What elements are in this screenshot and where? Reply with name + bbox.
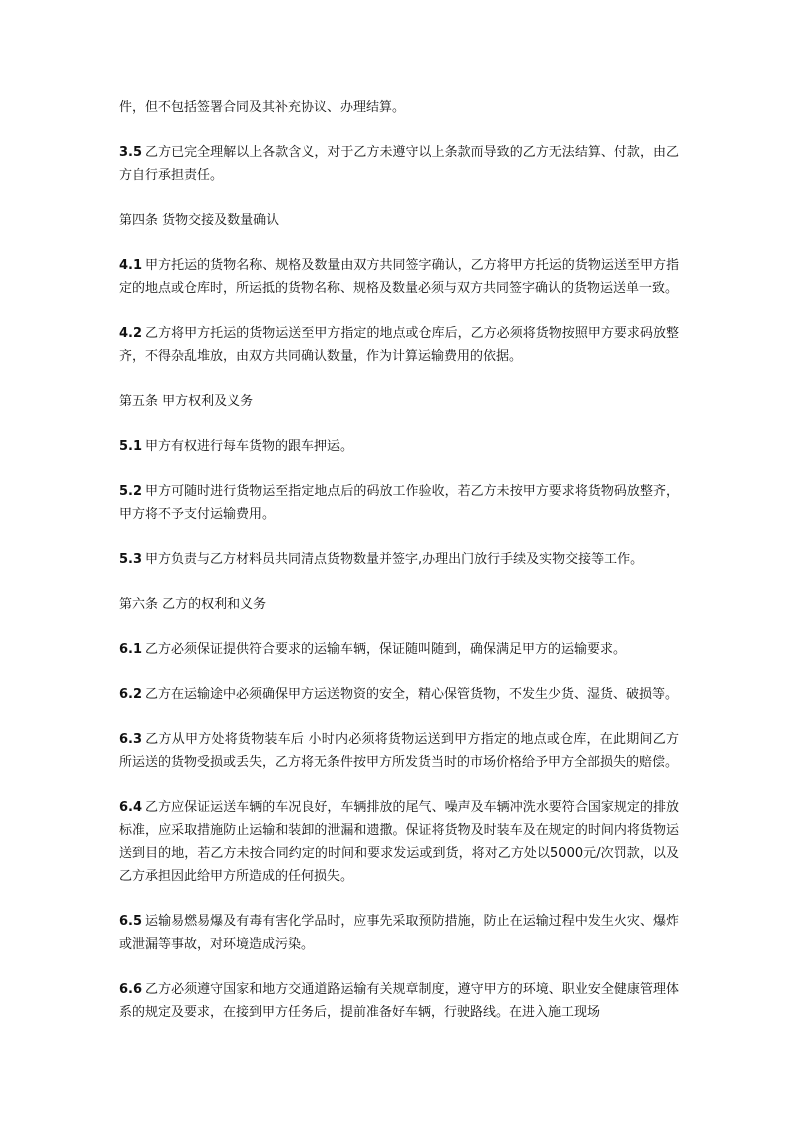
clause-text: 甲方可随时进行货物运至指定地点后的码放工作验收，若乙方未按甲方要求将货物码放整齐，甲方将不予支付运输费用。 xyxy=(119,484,679,522)
clause-text: 乙方必须遵守国家和地方交通道路运输有关规章制度，遵守甲方的环境、职业安全健康管理体系的规定及要求，在接到甲方任务后，提前准备好车辆，行驶路线。在进入施工现场 xyxy=(119,982,679,1020)
clause-number: 6.5 xyxy=(119,914,143,929)
clause-text: 乙方从甲方处将货物装车后 小时内必须将货物运送到甲方指定的地点或仓库，在此期间乙方所运送的货物受损或丢失，乙方将无条件按甲方所发货当时的市场价格给予甲方全部损失的赔偿。 xyxy=(119,732,679,770)
clause-5-1 xyxy=(119,435,679,458)
clause-text: 乙方将甲方托运的货物运送至甲方指定的地点或仓库后，乙方必须将货物按照甲方要求码放整齐，不得杂乱堆放，由双方共同确认数量，作为计算运输费用的依据。 xyxy=(119,326,679,364)
clause-number: 6.6 xyxy=(119,982,143,997)
heading-text: 第六条 乙方的权利和义务 xyxy=(119,597,267,612)
clause-number: 6.1 xyxy=(119,642,143,657)
clause-text: 乙方在运输途中必须确保甲方运送物资的安全，精心保管货物，不发生少货、湿货、破损等。 xyxy=(145,687,679,702)
clause-number: 4.1 xyxy=(119,258,143,273)
clause-5-2 xyxy=(119,480,679,526)
clause-number: 3.5 xyxy=(119,145,143,160)
clause-3-5 xyxy=(119,141,679,187)
clause-number: 5.2 xyxy=(119,484,143,499)
heading-text: 第五条 甲方权利及义务 xyxy=(119,394,254,409)
clause-number: 5.3 xyxy=(119,552,143,567)
clause-text: 乙方应保证运送车辆的车况良好，车辆排放的尾气、噪声及车辆冲洗水要符合国家规定的排放标准，应采取措施防止运输和装卸的泄漏和遗撒。保证将货物及时装车及在规定的时间内将货物运送到目的地，若乙方未按合同约定的时间和要求发运或到货，将对乙方处以5000元/次罚款，以及乙方承担因此给甲方所造成的任何损失。 xyxy=(119,800,679,884)
clause-6-2 xyxy=(119,683,679,706)
clause-6-3 xyxy=(119,728,679,774)
paragraph-text: 件，但不包括签署合同及其补充协议、办理结算。 xyxy=(119,100,406,115)
clause-6-1 xyxy=(119,638,679,661)
document-page xyxy=(119,96,679,1046)
article-6-heading xyxy=(119,593,679,616)
clause-text: 运输易燃易爆及有毒有害化学品时，应事先采取预防措施，防止在运输过程中发生火灾、爆炸或泄漏等事故，对环境造成污染。 xyxy=(119,914,679,952)
clause-number: 6.2 xyxy=(119,687,143,702)
article-5-heading xyxy=(119,390,679,413)
clause-6-6 xyxy=(119,978,679,1024)
clause-4-2 xyxy=(119,322,679,368)
clause-text: 甲方有权进行每车货物的跟车押运。 xyxy=(145,439,354,454)
clause-4-1 xyxy=(119,254,679,300)
clause-number: 6.4 xyxy=(119,800,143,815)
clause-text: 乙方已完全理解以上各款含义，对于乙方未遵守以上条款而导致的乙方无法结算、付款，由乙方自行承担责任。 xyxy=(119,145,679,183)
clause-5-3 xyxy=(119,548,679,571)
heading-text: 第四条 货物交接及数量确认 xyxy=(119,213,280,228)
clause-6-5 xyxy=(119,910,679,956)
clause-text: 甲方托运的货物名称、规格及数量由双方共同签字确认，乙方将甲方托运的货物运送至甲方指定的地点或仓库时，所运抵的货物名称、规格及数量必须与双方共同签字确认的货物运送单一致。 xyxy=(119,258,679,296)
clause-number: 4.2 xyxy=(119,326,143,341)
clause-text: 乙方必须保证提供符合要求的运输车辆，保证随叫随到，确保满足甲方的运输要求。 xyxy=(145,642,627,657)
clause-number: 5.1 xyxy=(119,439,143,454)
paragraph-continuation xyxy=(119,96,679,119)
article-4-heading xyxy=(119,209,679,232)
clause-text: 甲方负责与乙方材料员共同清点货物数量并签字,办理出门放行手续及实物交接等工作。 xyxy=(145,552,644,567)
clause-number: 6.3 xyxy=(119,732,143,747)
clause-6-4 xyxy=(119,796,679,888)
